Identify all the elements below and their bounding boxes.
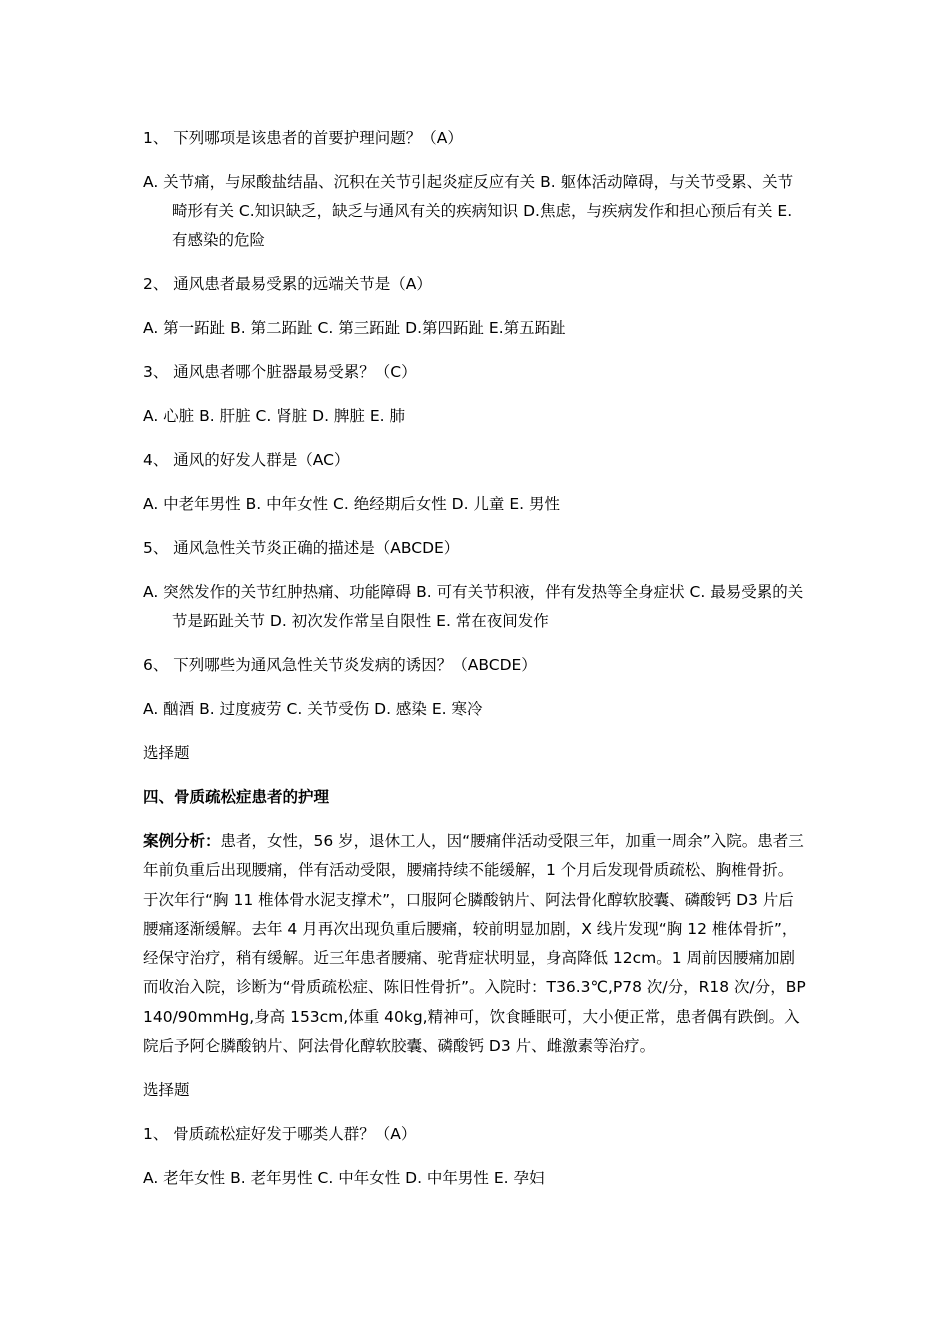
question-4: 4、 通风的好发人群是（AC）	[143, 451, 350, 469]
case-analysis-label: 案例分析：	[143, 832, 221, 850]
question-osteoporosis-1: 1、 骨质疏松症好发于哪类人群？（A）	[143, 1125, 417, 1144]
question-1-options: A. 关节痛，与尿酸盐结晶、沉积在关节引起炎症反应有关 B. 躯体活动障碍，与关节受累、关节畸形有关 C.知识缺乏，缺乏与通风有关的疾病知识 D.焦虑，与疾病发作和担心预后有关 E.有感染的危险	[143, 173, 794, 249]
question-1: 1、 下列哪项是该患者的首要护理问题？（A）	[143, 129, 463, 147]
question-4-options: A. 中老年男性 B. 中年女性 C. 绝经期后女性 D. 儿童 E. 男性	[143, 495, 560, 513]
question-5-options: A. 突然发作的关节红肿热痛、功能障碍 B. 可有关节积液，伴有发热等全身症状 C. 最易受累的关节是跖趾关节 D. 初次发作常呈自限性 E. 常在夜间发作	[143, 583, 804, 630]
question-2-options: A. 第一跖趾 B. 第二跖趾 C. 第三跖趾 D.第四跖趾 E.第五跖趾	[143, 319, 566, 337]
case-analysis-text: 患者，女性，56 岁，退休工人，因“腰痛伴活动受限三年，加重一周余”入院。患者三年前负重后出现腰痛，伴有活动受限，腰痛持续不能缓解，1 个月后发现骨质疏松、胸椎骨折。于次年行“胸 11 椎体骨水泥支撑术”，口服阿仑膦酸钠片、阿法骨化醇软胶囊、磷酸钙 D3 片后腰痛逐渐缓解。去年 4 月再次出现负重后腰痛，较前明显加剧，X 线片发现“胸 12 椎体骨折”，经保守治疗，稍有缓解。近三年患者腰痛、驼背症状明显，身高降低 12cm。1 周前因腰痛加剧而收治入院，诊断为“骨质疏松症、陈旧性骨折”。入院时：T36.3℃,P78 次/分，R18 次/分，BP 140/90mmHg,身高 153cm,体重 40kg,精神可，饮食睡眠可，大小便正常，患者偶有跌倒。入院后予阿仑膦酸钠片、阿法骨化醇软胶囊、磷酸钙 D3 片、雌激素等治疗。	[143, 832, 806, 1056]
section-title: 四、骨质疏松症患者的护理	[143, 788, 330, 806]
question-6: 6、 下列哪些为通风急性关节炎发病的诱因？（ABCDE）	[143, 656, 537, 674]
question-3: 3、 通风患者哪个脏器最易受累？（C）	[143, 363, 417, 381]
question-6-options: A. 酗酒 B. 过度疲劳 C. 关节受伤 D. 感染 E. 寒冷	[143, 700, 483, 718]
label-choice-questions: 选择题	[143, 744, 190, 762]
question-osteoporosis-1-options: A. 老年女性 B. 老年男性 C. 中年女性 D. 中年男性 E. 孕妇	[143, 1169, 545, 1188]
label-choice-questions-2: 选择题	[143, 1081, 190, 1100]
question-2: 2、 通风患者最易受累的远端关节是（A）	[143, 275, 432, 293]
case-analysis	[143, 827, 807, 1061]
question-5: 5、 通风急性关节炎正确的描述是（ABCDE）	[143, 539, 460, 557]
question-3-options: A. 心脏 B. 肝脏 C. 肾脏 D. 脾脏 E. 肺	[143, 407, 405, 425]
